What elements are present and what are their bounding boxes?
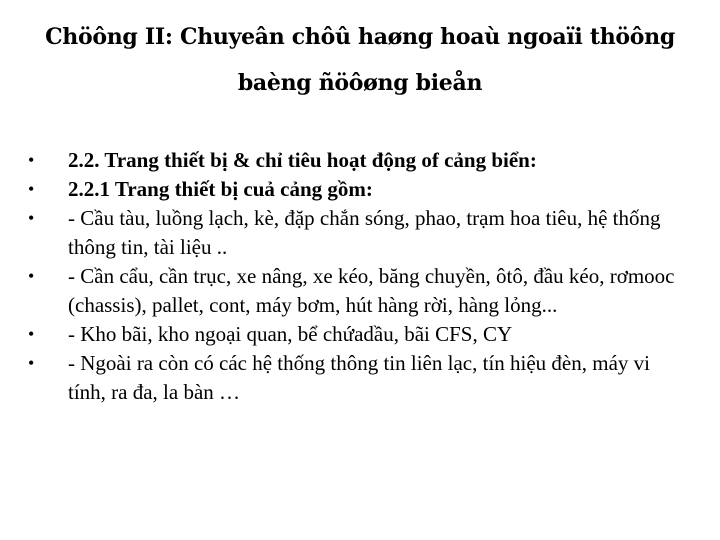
- title-line-2: baèng ñöôøng bieån: [237, 70, 483, 96]
- bullet-item: [28, 204, 688, 262]
- bullet-text: 2.2. Trang thiết bị & chỉ tiêu hoạt động of cảng biển:: [68, 148, 537, 172]
- bullet-list: [28, 146, 688, 407]
- bullet-item: [28, 146, 688, 175]
- bullet-text: - Kho bãi, kho ngoại quan, bể chứadầu, bãi CFS, CY: [68, 322, 513, 346]
- bullet-item: [28, 262, 688, 320]
- bullet-item: [28, 349, 688, 407]
- bullet-item: [28, 175, 688, 204]
- bullet-item: [28, 320, 688, 349]
- title-line-1: Chöông II: Chuyeân chôû haøng hoaù ngoaïi thöông: [45, 24, 675, 50]
- bullet-text: - Ngoài ra còn có các hệ thống thông tin liên lạc, tín hiệu đèn, máy vi tính, ra đa, la bàn …: [68, 351, 650, 404]
- bullet-text: 2.2.1 Trang thiết bị cuả cảng gồm:: [68, 177, 373, 201]
- bullet-dot-icon: •: [28, 179, 35, 199]
- bullet-text: - Cầu tàu, luồng lạch, kè, đặp chắn sóng, phao, trạm hoa tiêu, hệ thống thông tin, tài liệu ..: [68, 206, 661, 259]
- bullet-dot-icon: •: [28, 150, 35, 170]
- bullet-dot-icon: •: [28, 324, 35, 344]
- bullet-dot-icon: •: [28, 353, 35, 373]
- bullet-text: - Cần cẩu, cần trục, xe nâng, xe kéo, băng chuyền, ôtô, đầu kéo, rơmooc (chassis), pallet, cont, máy bơm, hút hàng rời, hàng lỏng...: [68, 264, 675, 317]
- bullet-dot-icon: •: [28, 266, 35, 286]
- slide-title: [40, 14, 680, 106]
- bullet-dot-icon: •: [28, 208, 35, 228]
